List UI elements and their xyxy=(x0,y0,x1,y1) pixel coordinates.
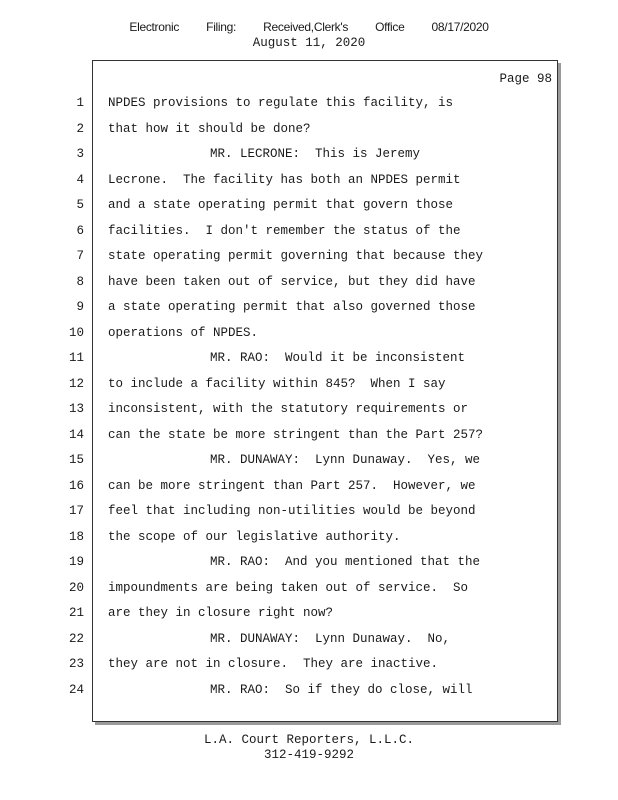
page-number: Page 98 xyxy=(499,72,552,86)
speaker-line: MR. RAO: Would it be inconsistent xyxy=(210,351,466,365)
transcript-line: have been taken out of service, but they did have xyxy=(108,274,476,289)
line-number: 6 xyxy=(76,223,84,238)
transcript-line: Lecrone. The facility has both an NPDES permit xyxy=(108,172,461,187)
line-number: 3 xyxy=(76,147,84,161)
speaker-line: MR. DUNAWAY: Lynn Dunaway. Yes, we xyxy=(210,453,481,467)
line-number: 22 xyxy=(68,631,84,646)
speaker-line: MR. LECRONE: This is Jeremy xyxy=(210,147,421,161)
line-number: 16 xyxy=(68,478,84,493)
filing-stamp: Electronic Filing: Received,Clerk's Office 08/17/2020 xyxy=(129,20,489,34)
court-reporter-company: L.A. Court Reporters, L.L.C. xyxy=(203,733,415,747)
line-number: 13 xyxy=(68,402,84,416)
line-number: 18 xyxy=(68,529,84,544)
transcript-line: a state operating permit that also governed those xyxy=(108,300,476,314)
transcript-date: August 11, 2020 xyxy=(252,36,366,50)
transcript-line: can the state be more stringent than the Part 257? xyxy=(108,427,484,442)
transcript-line: state operating permit governing that because they xyxy=(108,249,484,263)
line-number: 23 xyxy=(68,657,84,671)
speaker-line: MR. RAO: So if they do close, will xyxy=(210,682,473,697)
line-number: 14 xyxy=(68,427,84,442)
line-number: 19 xyxy=(68,555,84,569)
line-number: 5 xyxy=(76,198,84,212)
line-number: 20 xyxy=(68,580,84,595)
line-number: 4 xyxy=(76,172,84,187)
transcript-line: the scope of our legislative authority. xyxy=(108,529,401,544)
line-number: 10 xyxy=(68,325,84,340)
transcript-line: inconsistent, with the statutory requirements or xyxy=(108,402,469,416)
line-number: 7 xyxy=(76,249,84,263)
transcript-line: impoundments are being taken out of service. So xyxy=(108,580,469,595)
line-number: 17 xyxy=(68,504,84,518)
transcript-line: that how it should be done? xyxy=(108,121,311,136)
line-number: 11 xyxy=(68,351,84,365)
line-number: 15 xyxy=(68,453,84,467)
line-number: 12 xyxy=(68,376,84,391)
transcript-line: NPDES provisions to regulate this facility, is xyxy=(108,96,454,110)
transcript-line: are they in closure right now? xyxy=(108,606,334,620)
speaker-line: MR. RAO: And you mentioned that the xyxy=(210,555,481,569)
transcript-line: feel that including non-utilities would be beyond xyxy=(108,504,476,518)
transcript-line: and a state operating permit that govern those xyxy=(108,198,454,212)
line-number: 21 xyxy=(68,606,84,620)
court-reporter-phone: 312-419-9292 xyxy=(263,748,354,762)
speaker-line: MR. DUNAWAY: Lynn Dunaway. No, xyxy=(210,631,451,646)
line-number: 8 xyxy=(76,274,84,289)
transcript-line: facilities. I don't remember the status of the xyxy=(108,223,461,238)
transcript-line: to include a facility within 845? When I say xyxy=(108,376,446,391)
transcript-line: operations of NPDES. xyxy=(108,325,259,340)
transcript-line: they are not in closure. They are inactive. xyxy=(108,657,439,671)
line-number: 2 xyxy=(76,121,84,136)
line-number: 1 xyxy=(76,96,84,110)
line-number: 24 xyxy=(68,682,84,697)
transcript-line: can be more stringent than Part 257. However, we xyxy=(108,478,476,493)
line-number: 9 xyxy=(76,300,84,314)
